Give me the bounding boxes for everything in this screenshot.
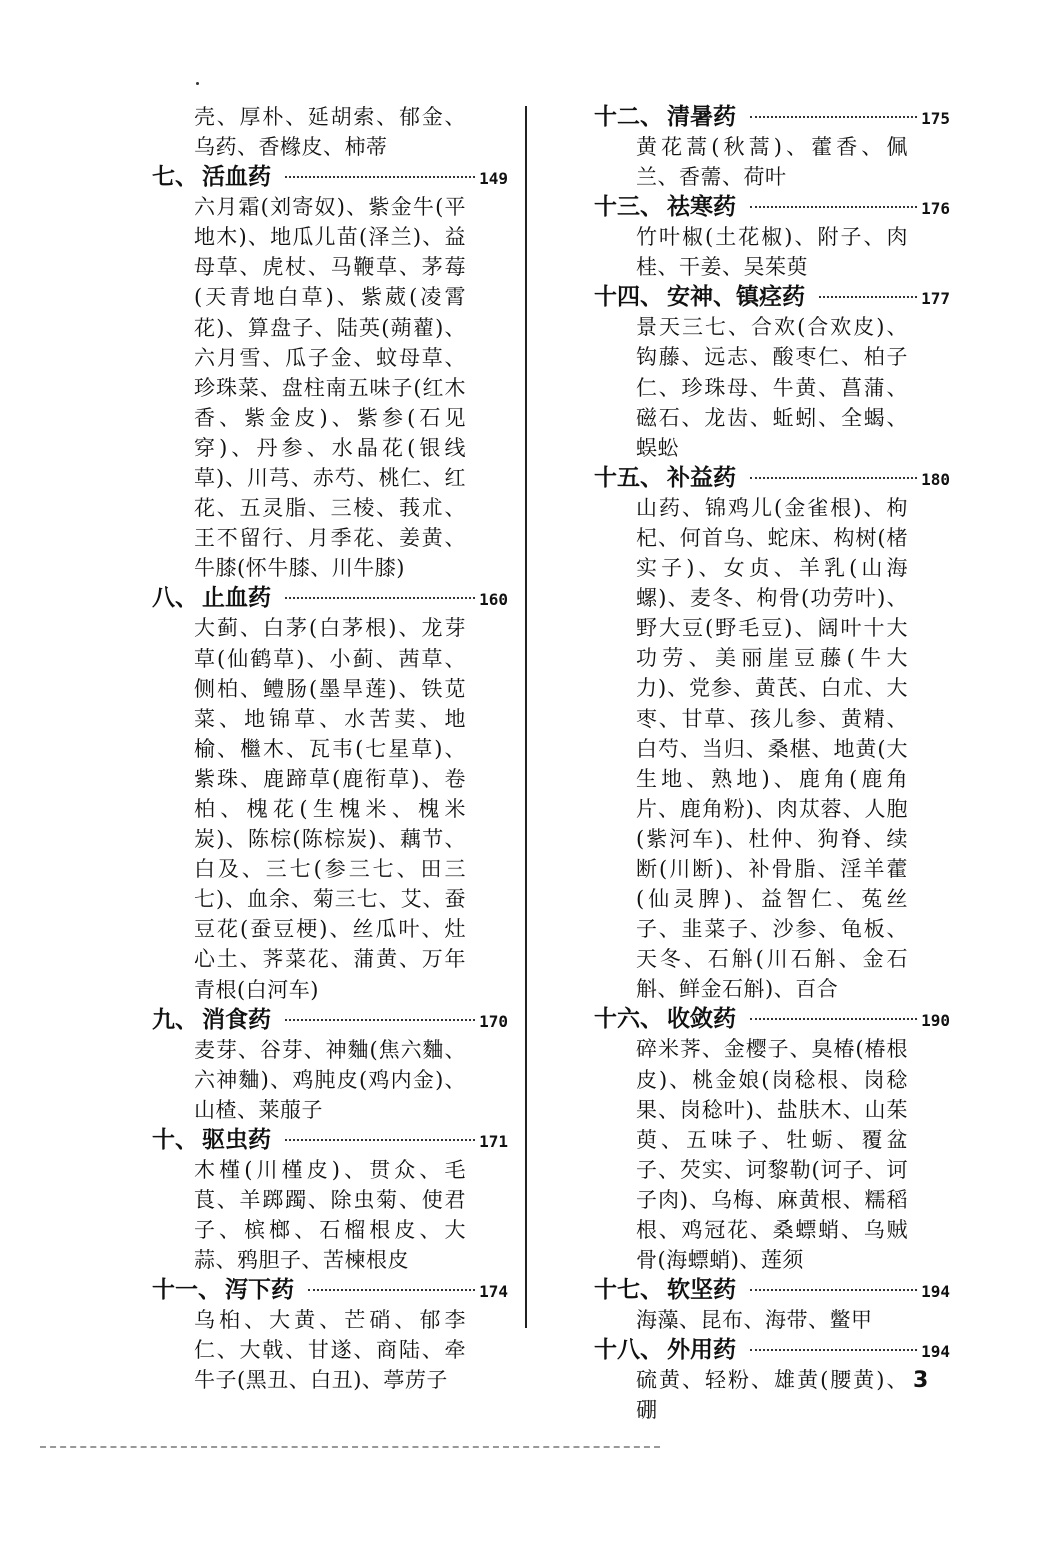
toc-heading[interactable] (152, 583, 508, 613)
toc-entry-8 (152, 583, 552, 1004)
toc-entry-13 (594, 192, 954, 282)
section-items: 大蓟、白茅(白茅根)、龙芽草(仙鹤草)、小蓟、茜草、侧柏、鳢肠(墨旱莲)、铁苋菜、地锦草、水苦荬、地榆、檵木、瓦韦(七星草)、紫珠、鹿蹄草(鹿衔草)、卷柏、槐花(生槐米、槐米炭)、陈棕(陈棕炭)、藕节、白及、三七(参三七、田三七)、血余、菊三七、艾、蚕豆花(蚕豆梗)、丝瓜叶、灶心土、荠菜花、蒲黄、万年青根(白河车) (194, 616, 466, 1002)
dot-leader (750, 116, 917, 118)
section-number: 十八、 (594, 1336, 663, 1364)
toc-heading[interactable] (152, 1125, 508, 1155)
page-ref: 175 (921, 109, 950, 128)
section-items: 硫黄、轻粉、雄黄(腰黄)、硼 (636, 1368, 908, 1423)
section-number: 九、 (152, 1005, 198, 1033)
page-number: 3 (913, 1368, 929, 1393)
toc-heading[interactable] (152, 162, 508, 192)
section-number: 十二、 (594, 103, 663, 130)
column-divider (525, 106, 527, 1328)
toc-heading[interactable] (594, 1275, 950, 1305)
scan-dot (196, 82, 199, 85)
toc-heading[interactable] (594, 1004, 950, 1034)
toc-entry-9 (152, 1005, 552, 1125)
toc-heading[interactable] (594, 102, 950, 132)
toc-entry-10 (152, 1125, 552, 1275)
toc-heading[interactable] (152, 1005, 508, 1035)
toc-entry-7 (152, 162, 552, 583)
toc-entry-16 (594, 1004, 954, 1275)
toc-entry-11 (152, 1275, 552, 1395)
page-ref: 174 (479, 1282, 508, 1302)
page-ref: 176 (921, 199, 950, 219)
dot-leader (285, 1019, 475, 1021)
page-ref: 170 (479, 1011, 508, 1031)
section-number: 十四、 (594, 283, 663, 311)
section-number: 十七、 (594, 1276, 663, 1304)
continuation-text: 壳、厚朴、延胡索、郁金、乌药、香橼皮、柿蒂 (194, 105, 466, 160)
section-items: 木槿(川槿皮)、贯众、毛茛、羊踯躅、除虫菊、使君子、槟榔、石榴根皮、大蒜、鸦胆子、苦楝根皮 (194, 1157, 466, 1273)
scan-artifact-line (40, 1446, 660, 1448)
section-number: 十五、 (594, 463, 663, 491)
dot-leader (750, 1349, 917, 1351)
section-number: 十、 (152, 1125, 198, 1153)
section-title: 止血药 (202, 584, 271, 612)
page-ref: 177 (921, 289, 950, 309)
toc-entry-15 (594, 463, 954, 1005)
section-title: 安神、镇痉药 (667, 283, 805, 311)
page-ref: 149 (479, 169, 508, 189)
section-title: 收敛药 (667, 1005, 736, 1033)
section-number: 七、 (152, 163, 198, 191)
section-title: 消食药 (202, 1005, 271, 1033)
dot-leader (285, 176, 475, 178)
dot-leader (750, 1289, 917, 1291)
section-items: 黄花蒿(秋蒿)、藿香、佩兰、香薷、荷叶 (636, 135, 908, 190)
section-items: 六月霜(刘寄奴)、紫金牛(平地木)、地瓜儿苗(泽兰)、益母草、虎杖、马鞭草、茅莓(天青地白草)、紫葳(凌霄花)、算盘子、陆英(蒴藋)、六月雪、瓜子金、蚊母草、珍珠菜、盘柱南五味子(红木香、紫金皮)、紫参(石见穿)、丹参、水晶花(银线草)、川芎、赤芍、桃仁、红花、五灵脂、三棱、莪朮、王不留行、月季花、姜黄、牛膝(怀牛膝、川牛膝) (194, 195, 466, 581)
section-title: 泻下药 (225, 1276, 294, 1304)
section-title: 驱虫药 (202, 1125, 271, 1153)
toc-heading[interactable] (594, 463, 950, 493)
toc-heading[interactable] (594, 282, 950, 312)
section-number: 十三、 (594, 193, 663, 221)
section-items: 碎米荠、金樱子、臭椿(椿根皮)、桃金娘(岗稔根、岗稔果、岗稔叶)、盐肤木、山茱萸、五味子、牡蛎、覆盆子、芡实、诃黎勒(诃子、诃子肉)、乌梅、麻黄根、糯稻根、鸡冠花、桑螵蛸、乌贼骨(海螵蛸)、莲须 (636, 1037, 908, 1273)
section-title: 软坚药 (667, 1276, 736, 1304)
page-ref: 194 (921, 1282, 950, 1302)
dot-leader (750, 477, 917, 479)
section-title: 清暑药 (667, 103, 736, 130)
section-number: 十六、 (594, 1005, 663, 1033)
dot-leader (308, 1289, 475, 1291)
section-items: 乌桕、大黄、芒硝、郁李仁、大戟、甘遂、商陆、牵牛子(黑丑、白丑)、葶苈子 (194, 1308, 466, 1393)
section-number: 十一、 (152, 1276, 221, 1304)
section-items: 海藻、昆布、海带、鳖甲 (636, 1308, 873, 1333)
dot-leader (285, 1139, 475, 1141)
section-items: 麦芽、谷芽、神麯(焦六麯、六神麯)、鸡肫皮(鸡内金)、山楂、莱菔子 (194, 1037, 466, 1122)
section-items: 山药、锦鸡儿(金雀根)、枸杞、何首乌、蛇床、构树(楮实子)、女贞、羊乳(山海螺)、麦冬、枸骨(功劳叶)、野大豆(野毛豆)、阔叶十大功劳、美丽崖豆藤(牛大力)、党参、黄芪、白朮、大枣、甘草、孩儿参、黄精、白芍、当归、桑椹、地黄(大生地、熟地)、鹿角(鹿角片、鹿角粉)、肉苁蓉、人胞(紫河车)、杜仲、狗脊、续断(川断)、补骨脂、淫羊藿(仙灵脾)、益智仁、菟丝子、韭菜子、沙参、龟板、天冬、石斛(川石斛、金石斛、鲜金石斛)、百合 (636, 495, 908, 1002)
section-items: 景天三七、合欢(合欢皮)、钩藤、远志、酸枣仁、柏子仁、珍珠母、牛黄、菖蒲、磁石、龙齿、蚯蚓、全蝎、蜈蚣 (636, 315, 908, 460)
page-ref: 190 (921, 1011, 950, 1031)
page-ref: 171 (479, 1131, 508, 1151)
section-title: 补益药 (667, 463, 736, 491)
right-column (594, 102, 954, 1425)
toc-entry-17 (594, 1275, 954, 1335)
dot-leader (285, 597, 475, 599)
page-ref: 180 (921, 469, 950, 489)
dot-leader (750, 1018, 917, 1020)
left-column (152, 102, 552, 1396)
page-ref: 160 (479, 590, 508, 610)
toc-heading[interactable] (152, 1275, 508, 1305)
section-number: 八、 (152, 584, 198, 612)
toc-entry-14 (594, 282, 954, 462)
section-title: 祛寒药 (667, 193, 736, 221)
dot-leader (750, 206, 917, 208)
toc-entry-18 (594, 1335, 954, 1425)
toc-heading[interactable] (594, 192, 950, 222)
toc-heading[interactable] (594, 1335, 950, 1365)
toc-entry-12 (594, 102, 954, 192)
page-ref: 194 (921, 1342, 950, 1362)
dot-leader (819, 296, 917, 298)
section-title: 外用药 (667, 1336, 736, 1364)
section-title: 活血药 (202, 163, 271, 191)
section-items: 竹叶椒(土花椒)、附子、肉桂、干姜、吴茱萸 (636, 225, 908, 280)
